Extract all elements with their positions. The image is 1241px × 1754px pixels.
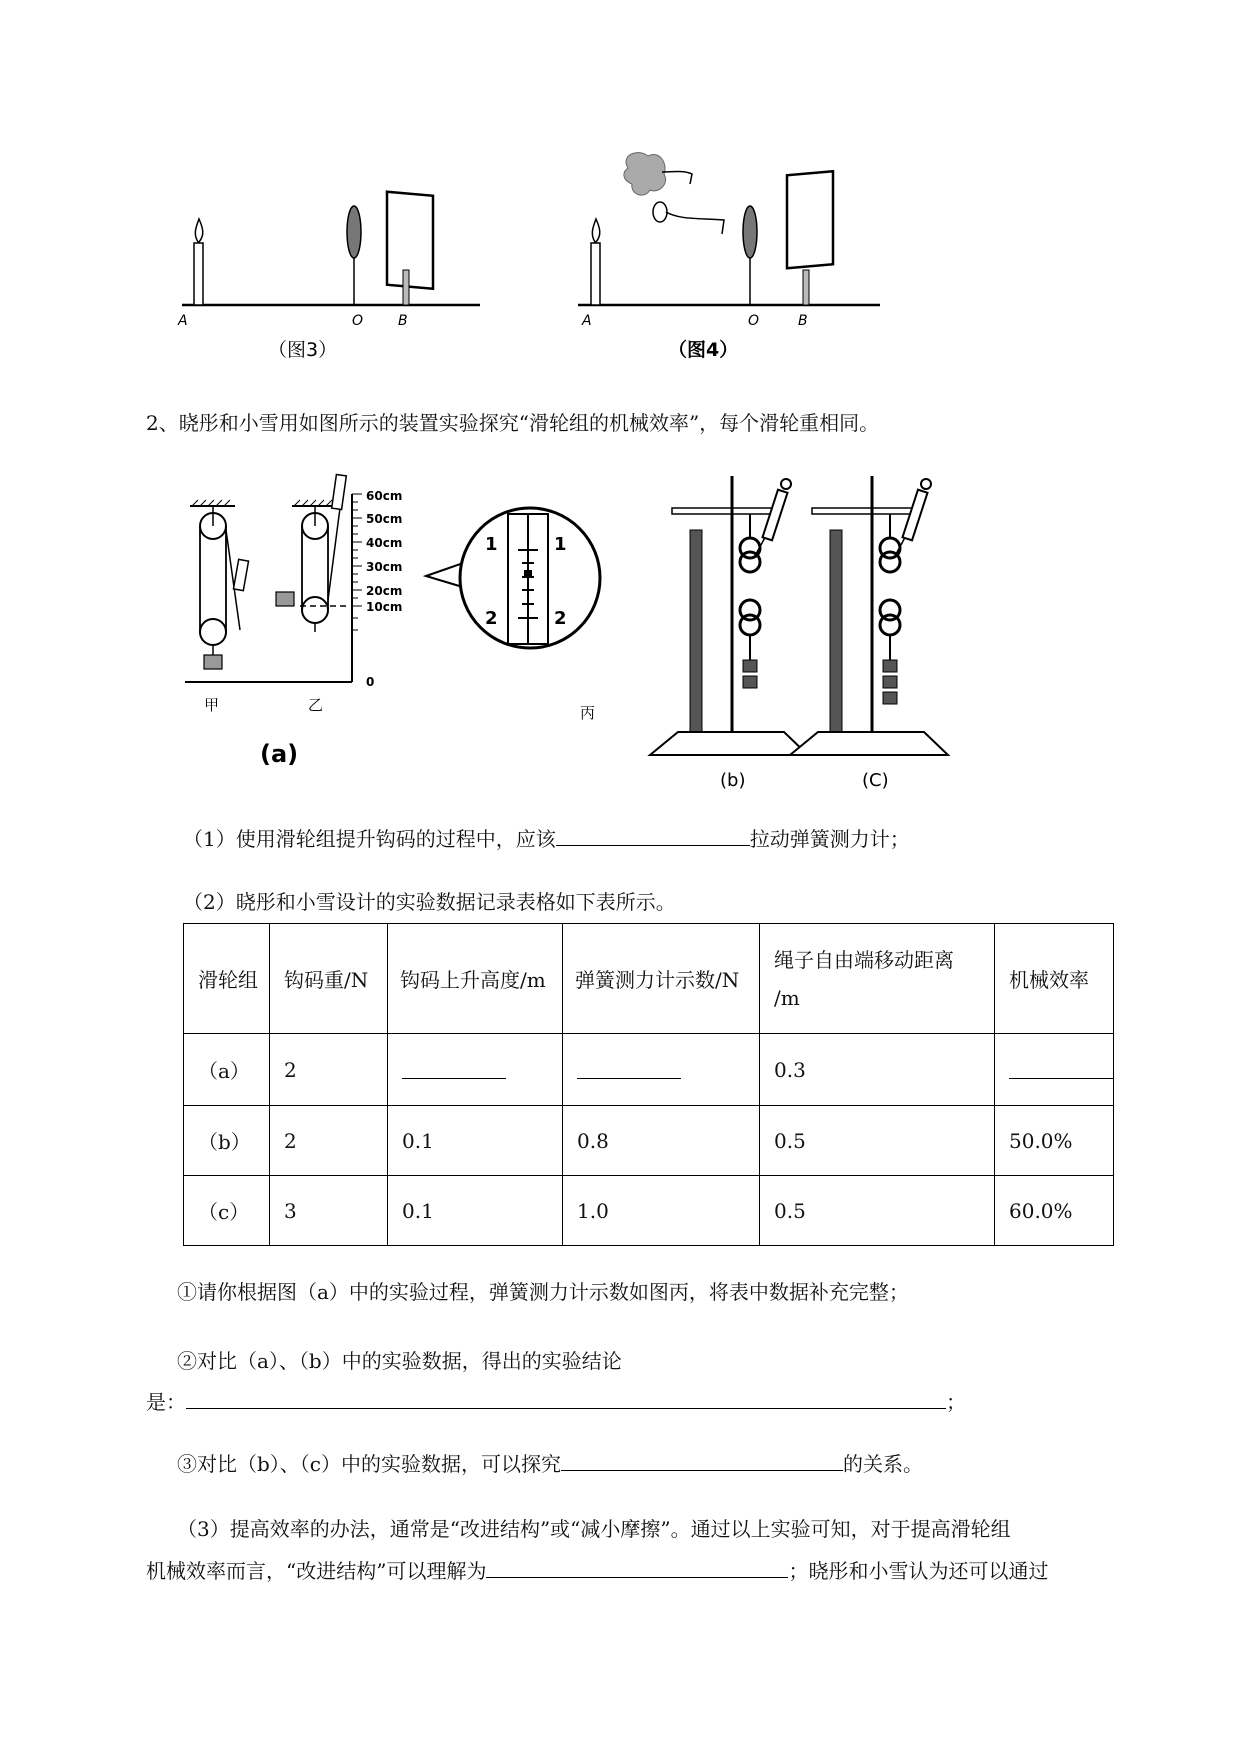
table-row xyxy=(184,1106,1114,1176)
sub-question-3-blank[interactable] xyxy=(561,1448,843,1471)
part-3-line1: （3）提高效率的办法，通常是“改进结构”或“减小摩擦”。通过以上实验可知，对于提高滑轮组 xyxy=(177,1517,1011,1541)
optics-figure xyxy=(150,150,910,370)
header-hook-height: 钩码上升高度/m xyxy=(388,924,563,1034)
header-spring-reading: 弹簧测力计示数/N xyxy=(563,924,760,1034)
ruler-tick-10: 10cm xyxy=(366,600,403,614)
candle-icon xyxy=(591,243,600,305)
cell: 60.0% xyxy=(995,1176,1114,1246)
cell: 2 xyxy=(270,1034,388,1106)
data-table xyxy=(183,923,1114,1246)
header-pulley: 滑轮组 xyxy=(184,924,270,1034)
spring-scale-icon xyxy=(233,559,248,590)
cell: 2 xyxy=(270,1106,388,1176)
pulley-figure xyxy=(180,470,1000,790)
ruler-tick-0: 0 xyxy=(366,675,375,689)
cell: 0.3 xyxy=(760,1034,995,1106)
flame-icon xyxy=(592,219,599,242)
sub-question-1: ①请你根据图（a）中的实验过程，弹簧测力计示数如图丙，将表中数据补充完整； xyxy=(177,1280,909,1304)
cell-blank[interactable] xyxy=(995,1034,1114,1106)
screen-icon xyxy=(387,192,433,289)
header-hook-weight: 钩码重/N xyxy=(270,924,388,1034)
candle-icon xyxy=(194,243,203,305)
fig3-caption: （图3） xyxy=(268,339,338,361)
part-1-text-after: 拉动弹簧测力计； xyxy=(749,827,910,851)
part-2-intro: （2）晓彤和小雪设计的实验数据记录表格如下表所示。 xyxy=(183,890,676,914)
fig3-point-a: A xyxy=(178,313,188,329)
cell: （b） xyxy=(184,1106,270,1176)
figure-4 xyxy=(578,153,880,361)
fig3-point-b: B xyxy=(398,313,408,329)
flame-icon xyxy=(195,219,202,242)
spring-scale-icon xyxy=(763,490,788,541)
fig4-point-o: O xyxy=(748,313,760,329)
figure-3 xyxy=(177,192,480,361)
table-header-row xyxy=(184,924,1114,1034)
lens-icon xyxy=(347,206,361,258)
caption-c: (C) xyxy=(862,770,889,790)
header-rope-distance: 绳子自由端移动距离 /m xyxy=(760,924,995,1034)
weight-icon xyxy=(276,592,294,606)
cell: 1.0 xyxy=(563,1176,760,1246)
cell: 0.1 xyxy=(388,1106,563,1176)
dial-mark-1: 1 xyxy=(485,534,498,555)
sub-question-3: ③对比（b）、（c）中的实验数据，可以探究 的关系。 xyxy=(177,1448,923,1478)
part-1-blank[interactable] xyxy=(556,823,750,846)
caption-b: (b) xyxy=(720,770,746,790)
weight-icon xyxy=(204,655,222,669)
part-1-text: （1）使用滑轮组提升钩码的过程中，应该 xyxy=(183,827,556,851)
fig4-point-b: B xyxy=(798,313,808,329)
figure-a xyxy=(185,474,402,768)
weight-icon xyxy=(883,660,897,672)
table-row xyxy=(184,1176,1114,1246)
cell-blank[interactable] xyxy=(563,1034,760,1106)
sub-question-2-line2: 是： ； xyxy=(146,1386,966,1416)
ruler xyxy=(352,494,362,630)
spring-scale-icon xyxy=(903,490,928,541)
header-efficiency: 机械效率 xyxy=(995,924,1114,1034)
cell: 0.8 xyxy=(563,1106,760,1176)
fig3-point-o: O xyxy=(352,313,364,329)
figure-bing-dial xyxy=(426,508,600,722)
ruler-tick-50: 50cm xyxy=(366,512,403,526)
cell: 3 xyxy=(270,1176,388,1246)
figure-b-stand xyxy=(650,476,808,790)
weight-icon xyxy=(743,676,757,688)
cell: （c） xyxy=(184,1176,270,1246)
fig4-point-a: A xyxy=(582,313,592,329)
lens-icon xyxy=(743,206,757,258)
cell-blank[interactable] xyxy=(388,1034,563,1106)
screen-icon xyxy=(787,171,833,268)
weight-icon xyxy=(883,692,897,704)
question-2-intro: 2、晓彤和小雪用如图所示的装置实验探究“滑轮组的机械效率”，每个滑轮重相同。 xyxy=(146,411,880,435)
part-3-blank[interactable] xyxy=(486,1555,788,1578)
cell: 0.5 xyxy=(760,1176,995,1246)
dial-mark-2-right: 2 xyxy=(554,608,567,629)
dial-mark-2: 2 xyxy=(485,608,498,629)
label-bing: 丙 xyxy=(580,704,596,722)
weight-icon xyxy=(883,676,897,688)
ruler-tick-60: 60cm xyxy=(366,489,403,503)
weight-icon xyxy=(743,660,757,672)
label-yi: 乙 xyxy=(308,696,324,714)
fig4-caption: （图4） xyxy=(668,339,739,361)
spring-scale-icon xyxy=(332,474,347,509)
part-1 xyxy=(183,823,910,853)
cell: 50.0% xyxy=(995,1106,1114,1176)
ruler-tick-40: 40cm xyxy=(366,536,403,550)
table-row xyxy=(184,1034,1114,1106)
hand-with-glasses-icon xyxy=(624,153,724,234)
sub-question-2-line1: ②对比（a）、（b）中的实验数据，得出的实验结论 xyxy=(177,1349,622,1373)
ruler-tick-20: 20cm xyxy=(366,584,403,598)
caption-a: (a) xyxy=(260,740,299,768)
cell: 0.1 xyxy=(388,1176,563,1246)
dial-mark-1-right: 1 xyxy=(554,534,567,555)
label-jia: 甲 xyxy=(204,696,220,714)
figure-c-stand xyxy=(790,476,948,790)
ruler-tick-30: 30cm xyxy=(366,560,403,574)
cell: （a） xyxy=(184,1034,270,1106)
sub-question-2-blank[interactable] xyxy=(186,1386,946,1409)
part-3-line2: 机械效率而言，“改进结构”可以理解为 ；晓彤和小雪认为还可以通过 xyxy=(146,1555,1048,1585)
cell: 0.5 xyxy=(760,1106,995,1176)
